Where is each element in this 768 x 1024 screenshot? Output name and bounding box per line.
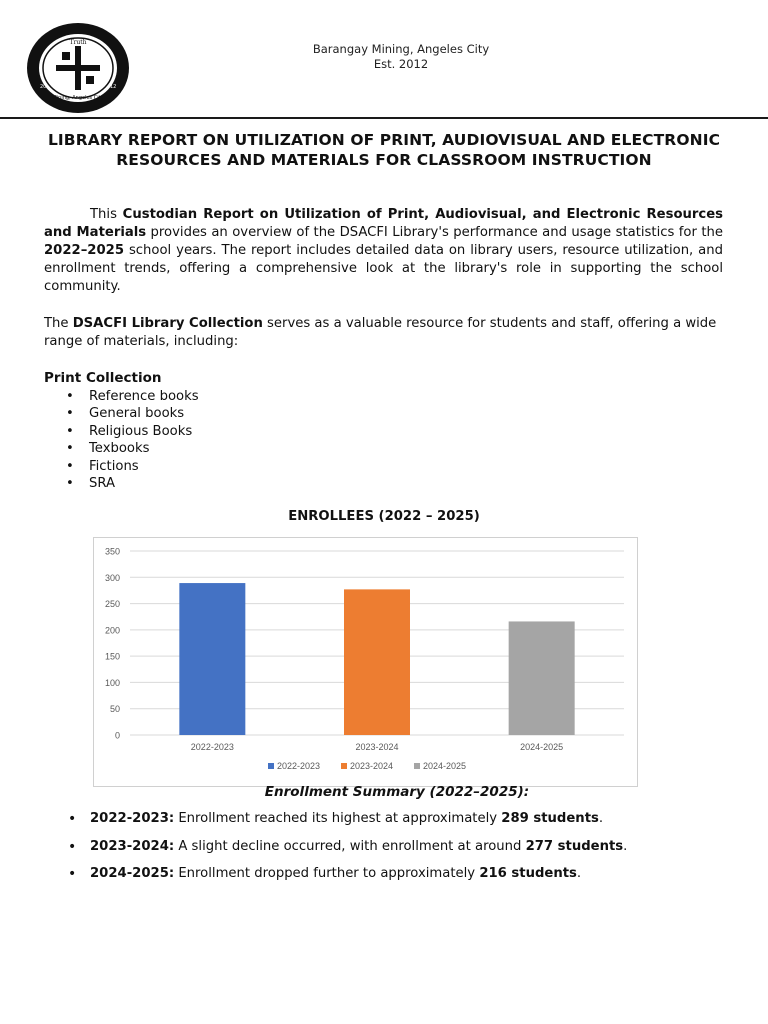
chart-title: ENROLLEES (2022 – 2025) [288,509,480,524]
legend-swatch [414,763,420,769]
legend-swatch [341,763,347,769]
y-tick-label: 0 [114,730,120,741]
svg-text:Mining, Angeles City: Mining, Angeles City [52,95,104,101]
legend-swatch [268,763,274,769]
bar [344,589,410,735]
summary-item: • 2022-2023: Enrollment reached its highest at approximately 289 students. [68,811,604,827]
y-tick-label: 350 [104,546,120,557]
page-header [0,0,768,118]
svg-text:Truth: Truth [69,39,87,46]
summary-list [68,810,627,893]
address-line: Barangay Mining, Angeles City [312,42,490,56]
y-tick-label: 200 [104,625,120,636]
svg-text:12: 12 [110,84,117,90]
summary-item: • 2023-2024: A slight decline occurred, with enrollment at around 277 students. [68,838,628,855]
svg-text:20: 20 [40,84,47,90]
header-divider [0,117,768,119]
print-collection-list [66,388,199,492]
bar [179,583,245,735]
y-tick-label: 300 [104,572,120,583]
y-tick-label: 50 [109,704,120,715]
report-title: LIBRARY REPORT ON UTILIZATION OF PRINT, AUDIOVISUAL AND ELECTRONIC RESOURCES AND MATERIALS FOR CLASSROOM INSTRUCTION [47,131,721,169]
y-tick-label: 250 [104,599,120,610]
legend-entry: 2024-2025 [423,761,467,771]
enrollees-chart [93,537,638,787]
summary-item: • 2024-2025: Enrollment dropped further to approximately 216 students. [68,866,582,882]
list-item: • Fictions [66,458,139,474]
list-item: • SRA [66,476,116,492]
established-line: Est. 2012 [373,57,429,71]
bar [509,621,575,735]
legend-entry: 2023-2024 [350,761,394,771]
summary-heading: Enrollment Summary (2022–2025): [264,784,530,800]
list-item: • Reference books [66,389,199,404]
y-tick-label: 100 [104,677,120,688]
list-item: • General books [66,406,185,422]
collection-paragraph: The DSACFI Library Collection serves as a valuable resource for students and staff, offering a wide range of materials, including: [44,316,717,349]
chart-canvas [94,538,637,786]
print-collection-heading: Print Collection [44,370,162,386]
x-tick-label: 2023-2024 [355,742,399,752]
list-item: • Texbooks [66,441,150,457]
legend-entry: 2022-2023 [277,761,321,771]
x-tick-label: 2022-2023 [190,742,234,752]
list-item: • Religious Books [66,423,193,439]
intro-paragraph: This Custodian Report on Utilization of Print, Audiovisual, and Electronic Resources and Materials provides an overview of the DSACFI Library's performance and usage statistics for the 2022–2025 school years. The report includes detailed data on library users, resource utilization, and enrollment trends, offering a comprehensive look at the library's role in supporting the school community. [44,207,724,294]
y-tick-label: 150 [104,651,120,662]
x-tick-label: 2024-2025 [520,742,564,752]
